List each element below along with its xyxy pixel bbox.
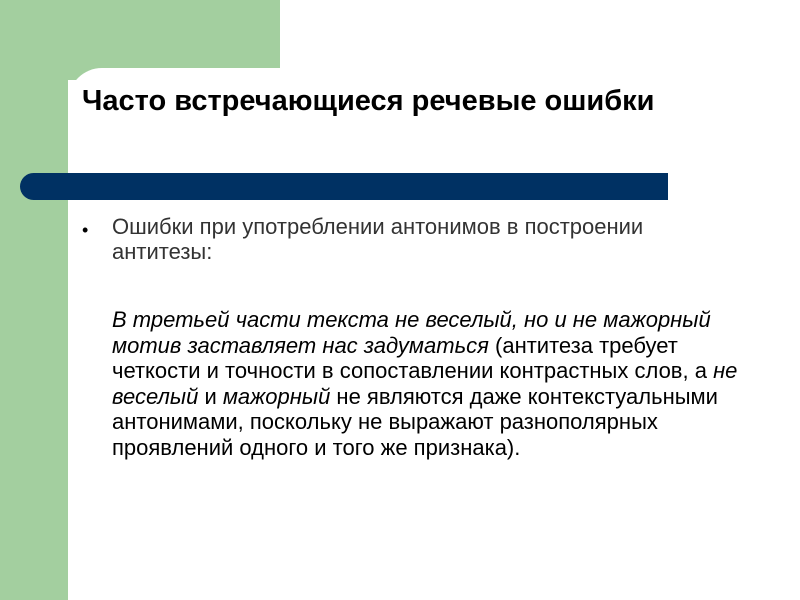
example-comment-part1: (антитеза требует четкости и точности в сопоставлении контрастных слов, а [112,332,714,383]
decorative-green-left-strip [0,0,68,600]
example-comment-part3: не являются даже контекстуальными антонимами, поскольку не выражают разнополярных проявлений одного и того же признака). [112,383,718,460]
example-italic-word2: мажорный [222,383,331,409]
example-comment-part2: и [198,383,223,409]
title-underline-bar [20,173,668,200]
example-sentence: В третьей части текста не веселый, но и не мажорный мотив заставляет нас задуматься [112,307,711,358]
slide-title: Часто встречающиеся речевые ошибки [82,85,655,117]
example-paragraph [112,307,747,460]
bullet-marker: • [82,220,89,240]
bullet-text: Ошибки при употреблении антонимов в построении антитезы: [112,214,644,264]
example-italic-word1: не веселый [112,358,738,409]
